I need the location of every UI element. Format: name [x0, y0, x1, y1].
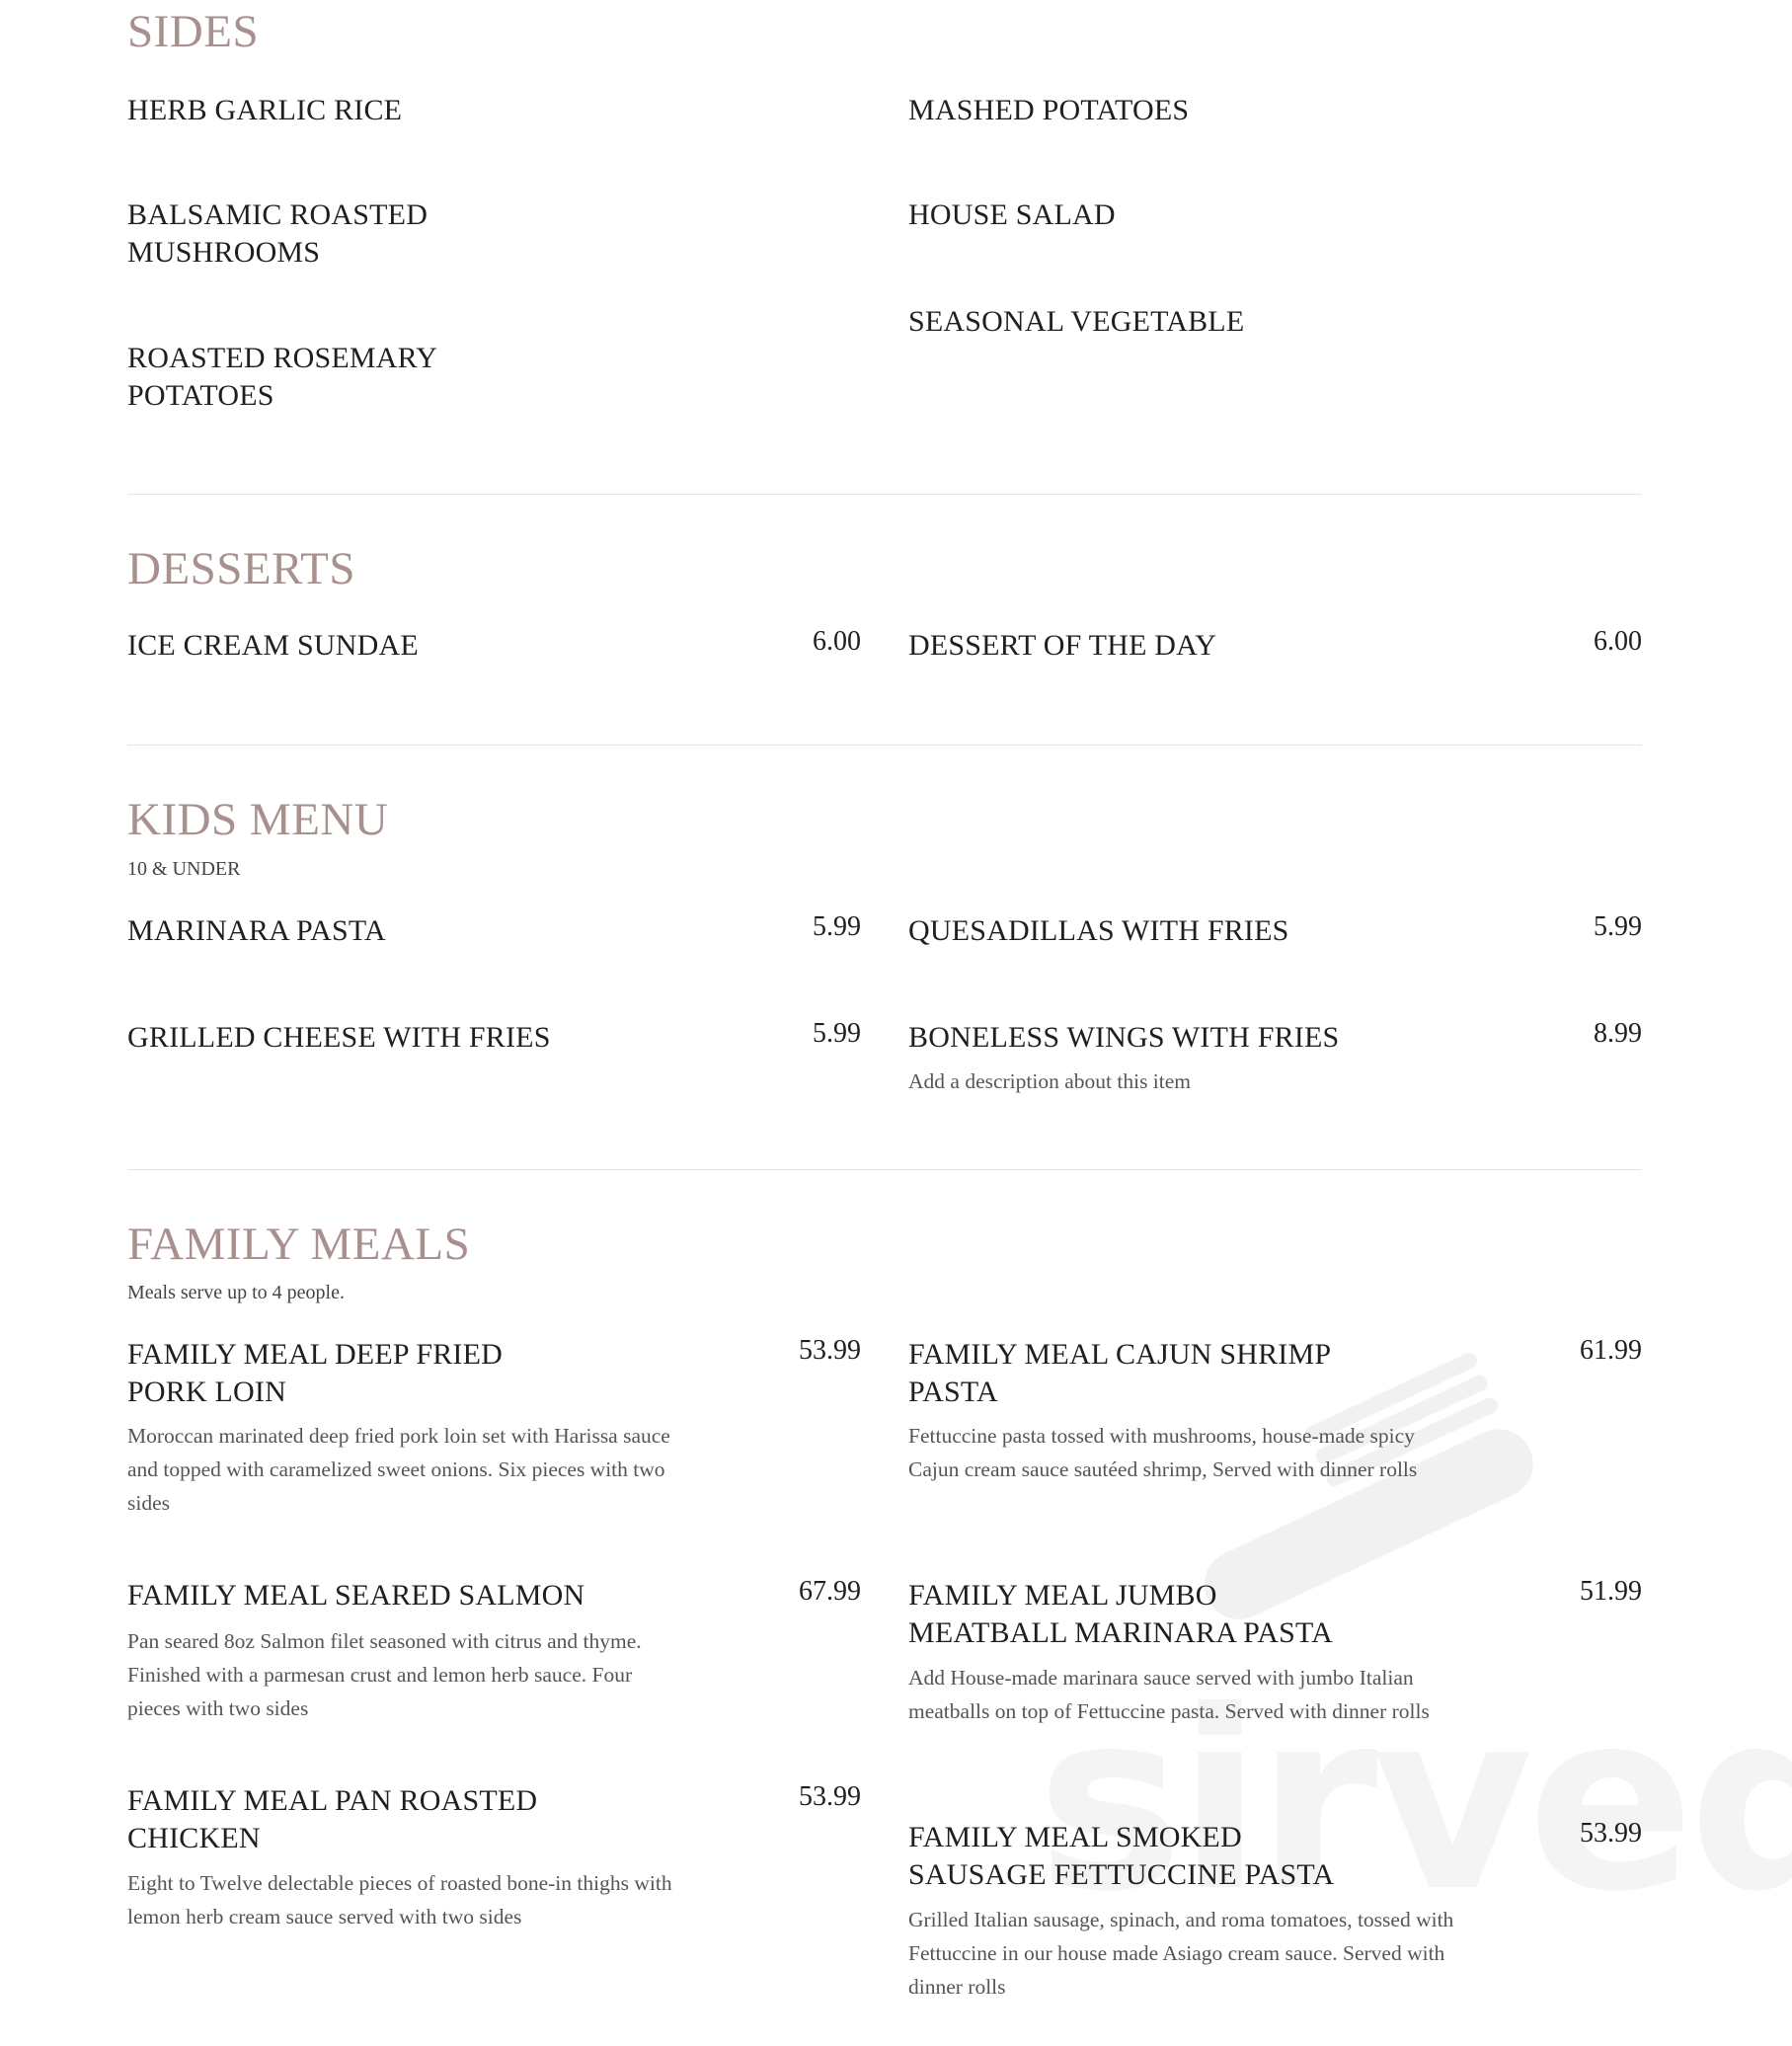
menu-item-description: Fettuccine pasta tossed with mushrooms, house-made spicy Cajun cream sauce sautéed shrimp, Served with dinner rolls — [908, 1424, 1418, 1481]
section-title-kids: KIDS MENU — [127, 794, 389, 845]
menu-item-price: 6.00 — [813, 626, 861, 657]
menu-item-price: 61.99 — [1580, 1335, 1642, 1366]
menu-item-description: Pan seared 8oz Salmon filet seasoned with citrus and thyme. Finished with a parmesan crust and lemon herb sauce. Four pieces with two sides — [127, 1629, 642, 1720]
menu-item-description: Moroccan marinated deep fried pork loin set with Harissa sauce and topped with caramelized sweet onions. Six pieces with two sides — [127, 1424, 670, 1515]
menu-item-name: ICE CREAM SUNDAE — [127, 629, 419, 662]
menu-item-name: MASHED POTATOES — [908, 94, 1190, 126]
menu-item-name: FAMILY MEAL DEEP FRIED PORK LOIN — [127, 1338, 504, 1408]
menu-item-name: BALSAMIC ROASTED MUSHROOMS — [127, 198, 429, 269]
menu-item-description: Eight to Twelve delectable pieces of roasted bone-in thighs with lemon herb cream sauce served with two sides — [127, 1871, 672, 1928]
section-divider — [127, 745, 1642, 746]
menu-item-price: 67.99 — [799, 1576, 861, 1607]
menu-item-price: 5.99 — [813, 1018, 861, 1049]
menu-item-price: 5.99 — [813, 911, 861, 942]
menu-item-name: FAMILY MEAL CAJUN SHRIMP PASTA — [908, 1338, 1331, 1408]
menu-item-name: QUESADILLAS WITH FRIES — [908, 914, 1289, 947]
menu-item-name: GRILLED CHEESE WITH FRIES — [127, 1021, 551, 1054]
menu-item-price: 8.99 — [1594, 1018, 1642, 1049]
section-divider — [127, 494, 1642, 495]
menu-item-price: 6.00 — [1594, 626, 1642, 657]
menu-item-name: ROASTED ROSEMARY POTATOES — [127, 342, 436, 412]
menu-item-price: 51.99 — [1580, 1576, 1642, 1607]
section-divider — [127, 1169, 1642, 1170]
menu-item-price: 53.99 — [1580, 1818, 1642, 1849]
section-subtitle: Meals serve up to 4 people. — [127, 1282, 345, 1303]
menu-item-description: Add House-made marinara sauce served with jumbo Italian meatballs on top of Fettuccine pasta. Served with dinner rolls — [908, 1666, 1430, 1723]
menu-item-description: Grilled Italian sausage, spinach, and roma tomatoes, tossed with Fettuccine in our house made Asiago cream sauce. Served with dinner rolls — [908, 1908, 1454, 1999]
section-title-sides: SIDES — [127, 6, 260, 57]
menu-item-name: HERB GARLIC RICE — [127, 94, 403, 126]
menu-item-name: FAMILY MEAL JUMBO MEATBALL MARINARA PASTA — [908, 1579, 1334, 1649]
menu-item-name: FAMILY MEAL PAN ROASTED CHICKEN — [127, 1784, 538, 1854]
menu-item-name: BONELESS WINGS WITH FRIES — [908, 1021, 1340, 1054]
menu-item-name: MARINARA PASTA — [127, 914, 386, 947]
menu-item-price: 5.99 — [1594, 911, 1642, 942]
menu-item-price: 53.99 — [799, 1781, 861, 1812]
menu-item-description: Add a description about this item — [908, 1069, 1192, 1093]
menu-item-name: FAMILY MEAL SMOKED SAUSAGE FETTUCCINE PASTA — [908, 1821, 1335, 1891]
section-title-desserts: DESSERTS — [127, 543, 356, 594]
menu-item-name: FAMILY MEAL SEARED SALMON — [127, 1579, 585, 1612]
section-title-family: FAMILY MEALS — [127, 1219, 471, 1270]
menu-item-name: DESSERT OF THE DAY — [908, 629, 1217, 662]
menu-item-name: HOUSE SALAD — [908, 198, 1116, 231]
menu-item-name: SEASONAL VEGETABLE — [908, 305, 1245, 338]
section-subtitle: 10 & UNDER — [127, 858, 241, 880]
menu-item-price: 53.99 — [799, 1335, 861, 1366]
